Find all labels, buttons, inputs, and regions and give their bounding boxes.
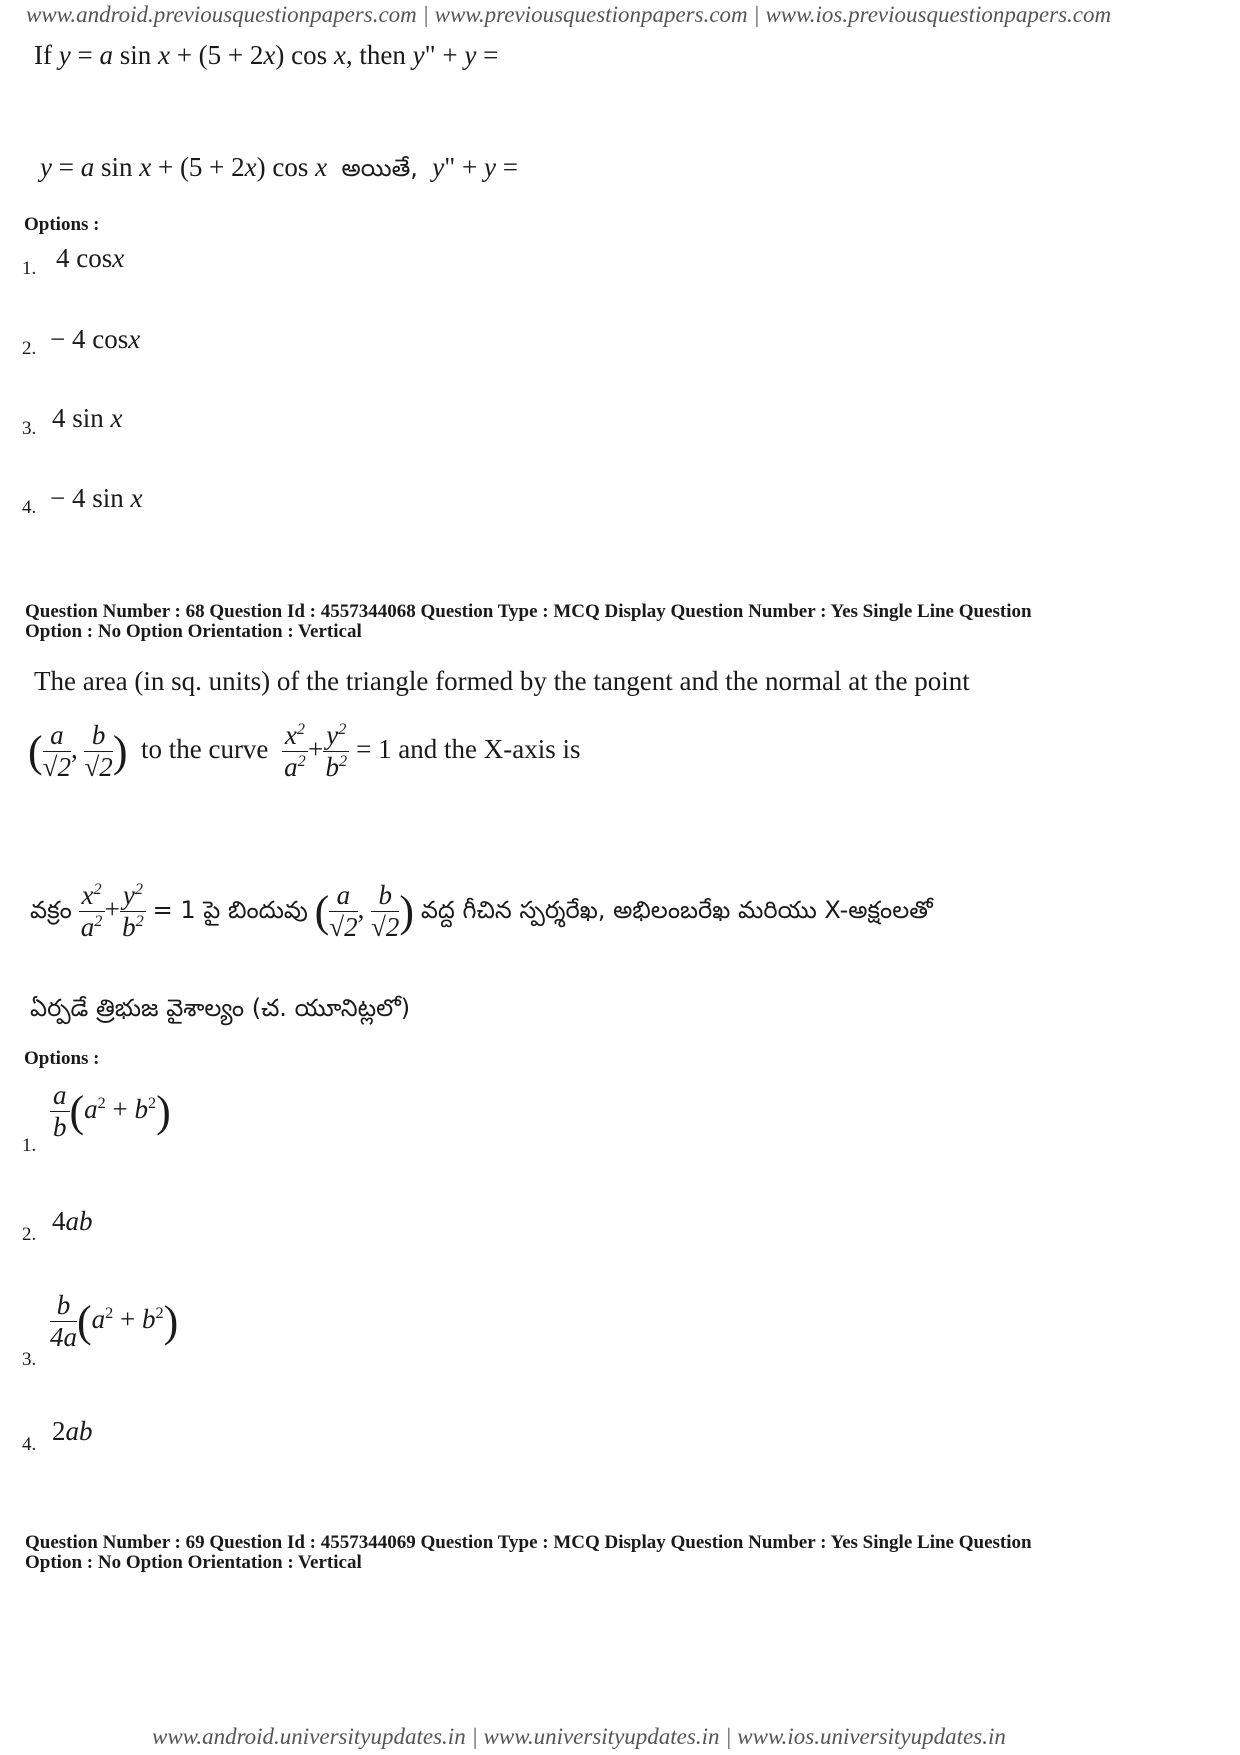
q69-meta	[25, 1533, 1032, 1573]
q68-telugu-curve-word: వక్రం	[30, 895, 72, 924]
q67-option-1[interactable]: 4 cosx	[56, 243, 125, 273]
q68-option-3[interactable]: $\frac{b}{4a}$ $(a^2 + b^2)$	[50, 1290, 179, 1353]
q67-telugu: y = a sin x + (5 + 2x) cos x అయితే, y" + y =	[40, 152, 518, 182]
q68-option-1-number: 1.	[22, 1135, 37, 1156]
q67-option-2-number: 2.	[22, 338, 37, 359]
q68-option-2[interactable]: 4ab	[52, 1206, 93, 1236]
q67-english: If y = a sin x + (5 + 2x) cos x, then y" + y =	[34, 40, 499, 70]
q68-to-the-curve: to the curve	[140, 733, 269, 764]
q69-meta-line-1: Question Number : 69 Question Id : 4557344069 Question Type : MCQ Display Question Number : Yes Single Line Question	[25, 1532, 1032, 1553]
q67-options-label: Options :	[24, 214, 100, 235]
q67-option-4-number: 4.	[22, 497, 37, 518]
q68-telugu-point-word: = 1 పై బిందువు	[152, 895, 308, 924]
q68-telugu-line-1-end: వద్ద గీచిన స్పర్శరేఖ, అభిలంబరేఖ మరియు X-అక్షంలతో	[420, 895, 933, 924]
q68-option-4[interactable]: 2ab	[52, 1416, 93, 1446]
q69-meta-line-2: Option : No Option Orientation : Vertical	[25, 1552, 362, 1573]
q68-telugu-line-1: వక్రం $\frac{x^2}{a^2}$ + $\frac{y^2}{b^2}$ = 1 పై బిందువు ( $\frac{a}{√2}$ , $\frac{b}{√2}$ ) వద్ద గీచిన స్పర్శరేఖ, అభిలంబరేఖ మరియు X-అక్షంలతో	[30, 880, 933, 943]
q67-option-3[interactable]: 4 sin x	[52, 403, 123, 433]
q68-meta-line-1: Question Number : 68 Question Id : 4557344068 Question Type : MCQ Display Question Number : Yes Single Line Question	[25, 601, 1032, 622]
q68-option-1[interactable]: $\frac{a}{b}$ $(a^2 + b^2)$	[50, 1080, 171, 1143]
q68-option-3-number: 3.	[22, 1349, 37, 1370]
footer-watermark: www.android.universityupdates.in | www.universityupdates.in | www.ios.universityupdates.in	[152, 1724, 1006, 1749]
q68-options-label: Options :	[24, 1048, 100, 1069]
q68-and-x-axis: = 1 and the X-axis is	[356, 733, 581, 764]
q67-option-2[interactable]: − 4 cosx	[50, 324, 141, 354]
q68-english-line-2: ( $\frac{a}{√2}$ , $\frac{b}{√2}$ ) to the curve $\frac{x^2}{a^2}$ + $\frac{y^2}{b^2}$ = 1 and the X-axis is	[28, 720, 581, 783]
q68-option-4-number: 4.	[22, 1434, 37, 1455]
q68-option-2-number: 2.	[22, 1224, 37, 1245]
q68-meta-line-2: Option : No Option Orientation : Vertical	[25, 621, 362, 642]
q68-meta	[25, 602, 1032, 642]
header-watermark: www.android.previousquestionpapers.com | www.previousquestionpapers.com | www.ios.previousquestionpapers.com	[26, 2, 1112, 27]
q67-option-4[interactable]: − 4 sin x	[50, 483, 143, 513]
q67-option-1-number: 1.	[22, 258, 37, 279]
q68-telugu-line-2: ఏర్పడే త్రిభుజ వైశాల్యం (చ. యూనిట్లలో)	[30, 994, 411, 1022]
q67-option-3-number: 3.	[22, 418, 37, 439]
q68-english-line-1: The area (in sq. units) of the triangle formed by the tangent and the normal at the point	[34, 666, 970, 696]
